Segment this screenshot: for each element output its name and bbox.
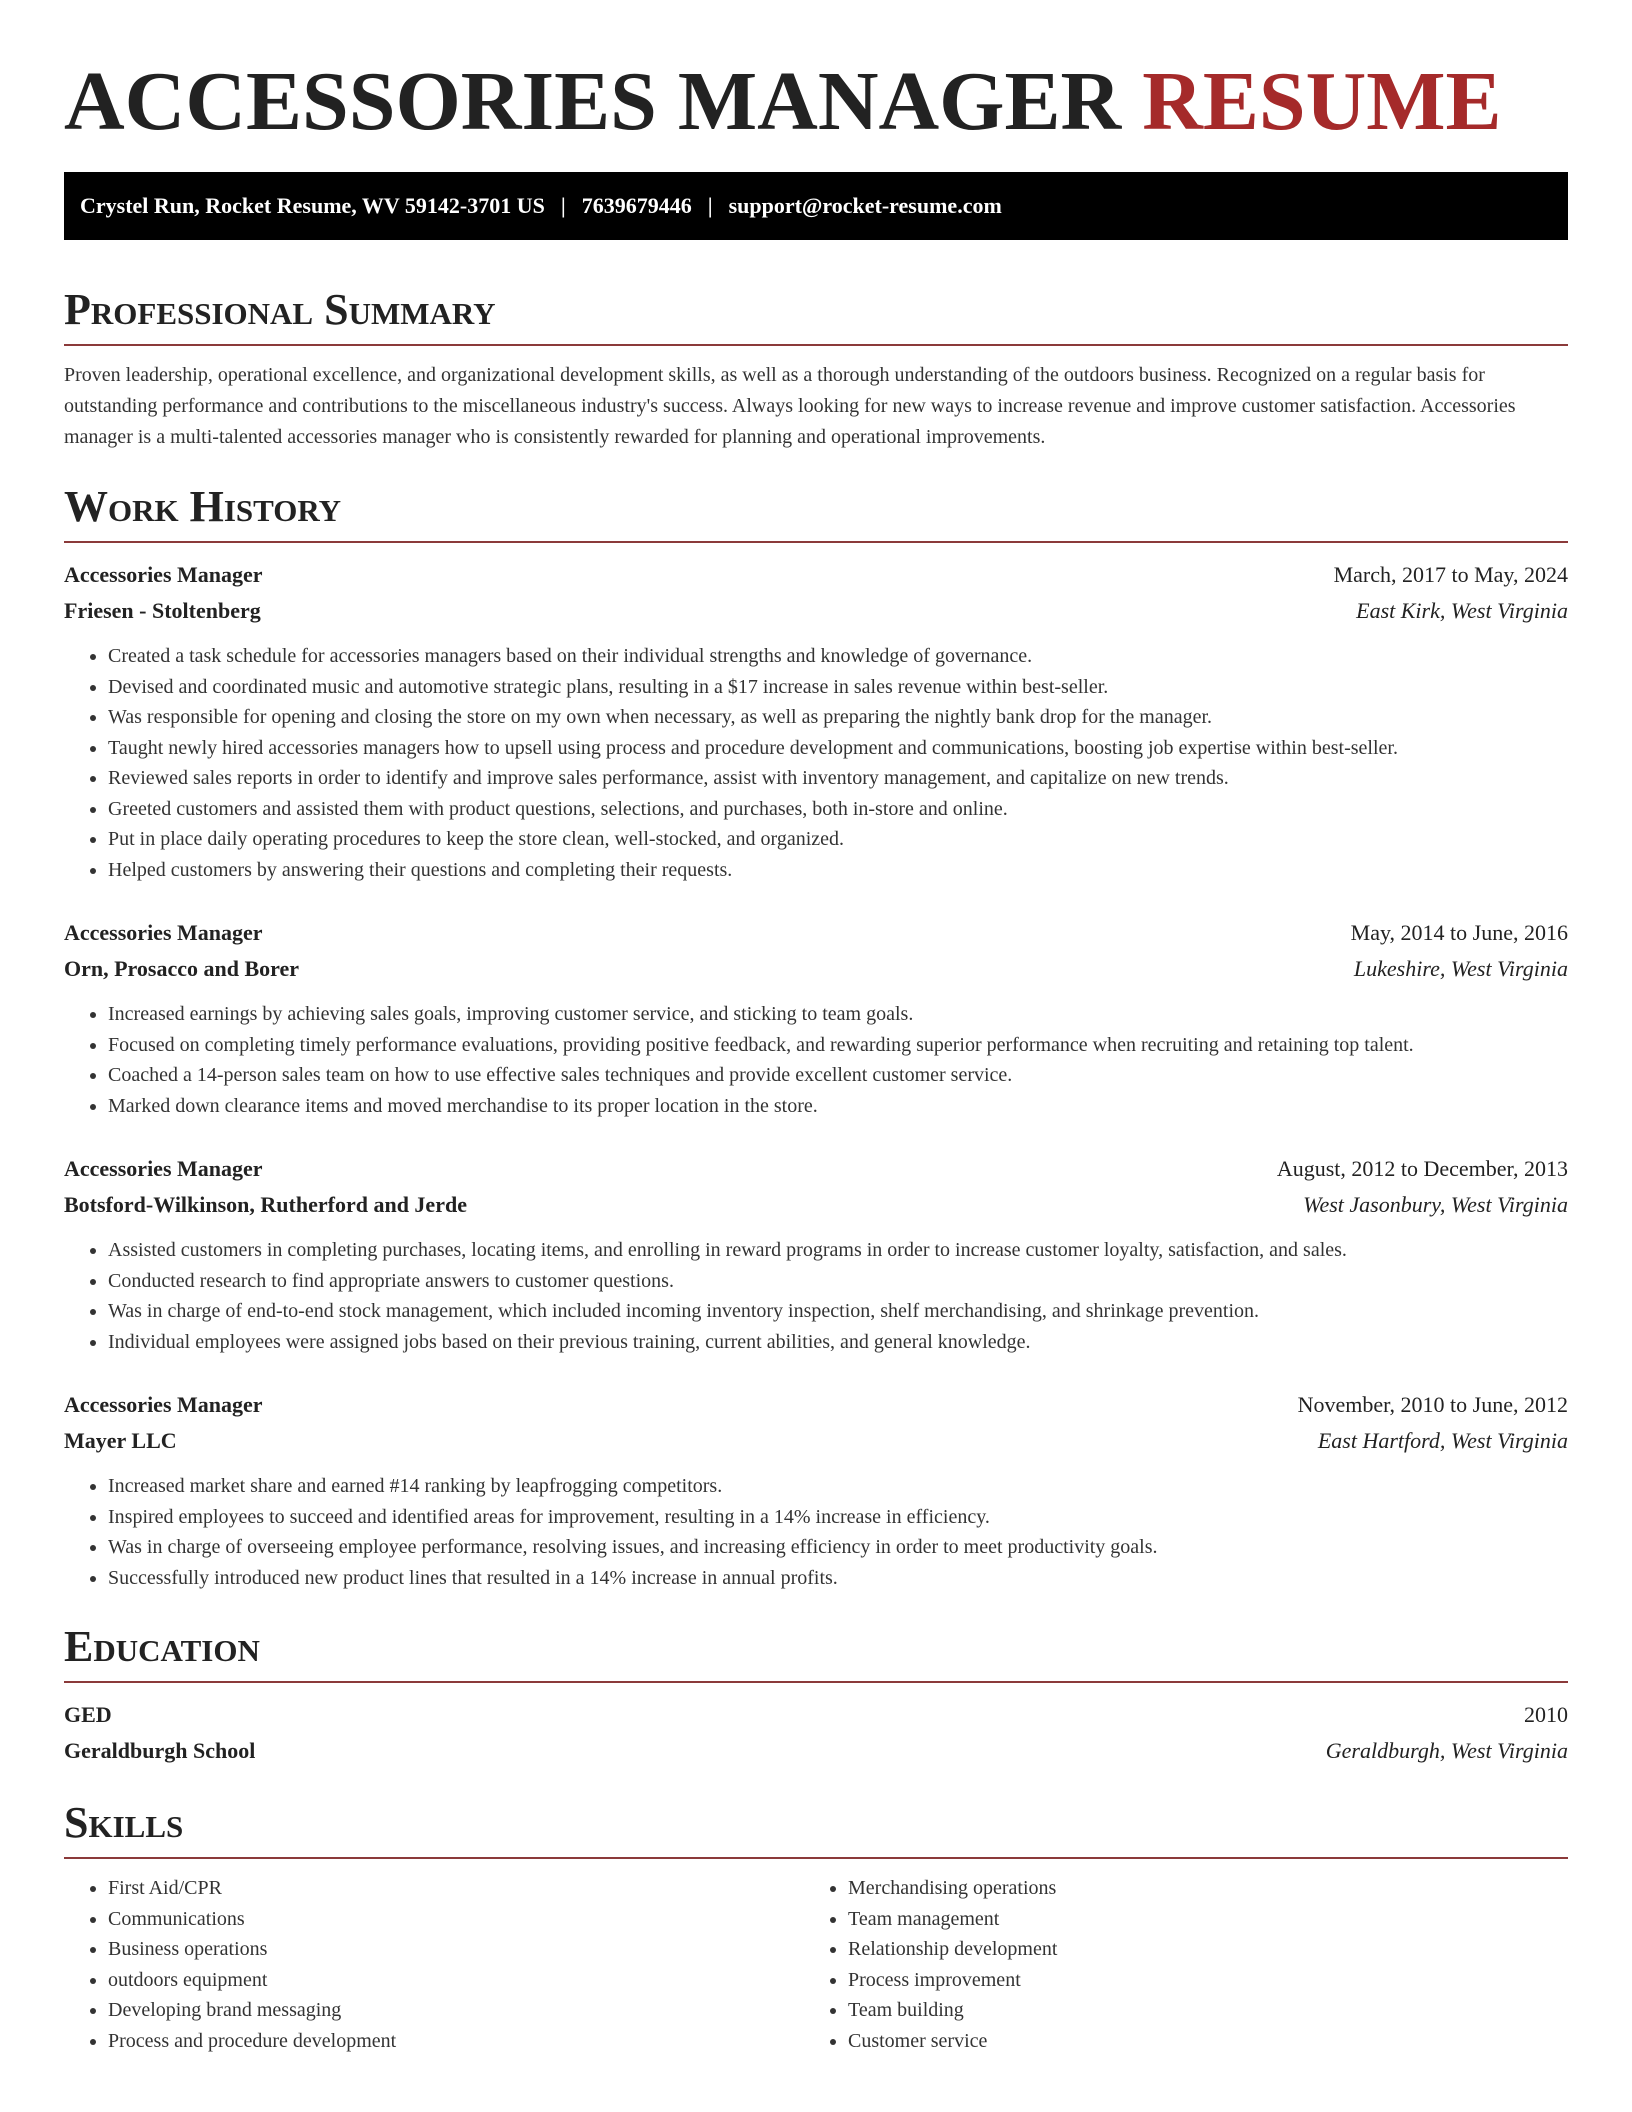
list-item: • Helped customers by answering their questions and completing their requests. [108,855,1568,886]
education-school: Geraldburgh School [64,1738,256,1763]
skills-columns [64,1873,1568,2056]
list-item: • Conducted research to find appropriate answers to customer questions. [108,1266,1568,1297]
summary-text: Proven leadership, operational excellence, and organizational development skills, as well as a thorough understanding of the outdoors business. Recognized on a regular basis for outstanding performance and contributions to the miscellaneous industry's success. Always looking for new ways to increase revenue and improve customer satisfaction. Accessories manager is a multi-talented accessories manager who is consistently rewarded for planning and operational improvements. [64,364,1516,448]
job-location: West Jasonbury, West Virginia [1303,1192,1568,1217]
section-divider [64,344,1568,346]
job-dates: November, 2010 to June, 2012 [1297,1392,1568,1417]
skills-list-left [64,1873,804,2056]
list-item: • Put in place daily operating procedures to keep the store clean, well-stocked, and organized. [108,824,1568,855]
list-item: • Individual employees were assigned jobs based on their previous training, current abilities, and general knowledge. [108,1327,1568,1358]
education-location: Geraldburgh, West Virginia [1325,1738,1568,1763]
job-entry [64,915,1568,1121]
list-item: • Team building [848,1995,1544,2026]
list-item: • Communications [108,1904,804,1935]
contact-phone: 7639679446 [581,193,692,218]
work-heading: Work History [64,482,342,531]
list-item: • Created a task schedule for accessories managers based on their individual strengths and knowledge of governance. [108,641,1568,672]
job-header-row [64,915,1568,951]
job-title: Accessories Manager [64,1156,263,1181]
job-header-row [64,1151,1568,1187]
contact-separator: | [560,193,566,218]
list-item: • Was responsible for opening and closing the store on my own when necessary, as well as preparing the nightly bank drop for the manager. [108,702,1568,733]
list-item: • Greeted customers and assisted them with product questions, selections, and purchases, both in-store and online. [108,794,1568,825]
job-bullets [64,641,1568,885]
list-item: • Assisted customers in completing purchases, locating items, and enrolling in reward programs in order to increase customer loyalty, satisfaction, and sales. [108,1235,1568,1266]
list-item: • Taught newly hired accessories managers how to upsell using process and procedure development and communications, boosting job expertise within best-seller. [108,733,1568,764]
list-item: • Merchandising operations [848,1873,1544,1904]
job-company: Orn, Prosacco and Borer [64,956,300,981]
list-item: • Team management [848,1904,1544,1935]
job-location: East Kirk, West Virginia [1356,598,1568,623]
list-item: • Devised and coordinated music and automotive strategic plans, resulting in a $17 increase in sales revenue within best-seller. [108,672,1568,703]
list-item: • Was in charge of overseeing employee performance, resolving issues, and increasing efficiency in order to meet productivity goals. [108,1532,1568,1563]
title-accent: RESUME [1142,55,1502,148]
job-entry [64,1387,1568,1593]
list-item: • Inspired employees to succeed and identified areas for improvement, resulting in a 14% increase in efficiency. [108,1502,1568,1533]
job-bullets [64,1235,1568,1357]
list-item: • Coached a 14-person sales team on how to use effective sales techniques and provide excellent customer service. [108,1060,1568,1091]
list-item: • Increased market share and earned #14 ranking by leapfrogging competitors. [108,1471,1568,1502]
job-company: Mayer LLC [64,1428,177,1453]
list-item: • Relationship development [848,1934,1544,1965]
job-bullets [64,1471,1568,1593]
job-company: Botsford-Wilkinson, Rutherford and Jerde [64,1192,467,1217]
education-school-row [64,1733,1568,1769]
list-item: • Focused on completing timely performance evaluations, providing positive feedback, and rewarding superior performance when recruiting and retaining top talent. [108,1030,1568,1061]
title-main: ACCESSORIES MANAGER [64,55,1122,148]
work-section [64,481,1568,1593]
list-item: • Marked down clearance items and moved merchandise to its proper location in the store. [108,1091,1568,1122]
job-company-row [64,951,1568,987]
resume-title [64,52,1568,152]
list-item: • Process and procedure development [108,2026,804,2057]
contact-bar [64,172,1568,240]
list-item: • Developing brand messaging [108,1995,804,2026]
section-divider [64,541,1568,543]
job-header-row [64,1387,1568,1423]
summary-section [64,284,1568,453]
job-dates: March, 2017 to May, 2024 [1333,562,1568,587]
job-company-row [64,1423,1568,1459]
job-title: Accessories Manager [64,920,263,945]
job-company-row [64,1187,1568,1223]
education-heading: Education [64,1622,260,1671]
list-item: • Successfully introduced new product lines that resulted in a 14% increase in annual profits. [108,1563,1568,1594]
skills-list-right [804,1873,1544,2056]
list-item: • Customer service [848,2026,1544,2057]
list-item: • Business operations [108,1934,804,1965]
job-dates: August, 2012 to December, 2013 [1276,1156,1568,1181]
education-section [64,1621,1568,1769]
job-location: Lukeshire, West Virginia [1353,956,1568,981]
education-degree: GED [64,1702,112,1727]
job-location: East Hartford, West Virginia [1317,1428,1568,1453]
section-divider [64,1681,1568,1683]
skills-heading: Skills [64,1798,184,1847]
job-dates: May, 2014 to June, 2016 [1350,920,1568,945]
list-item: • Was in charge of end-to-end stock management, which included incoming inventory inspection, shelf merchandising, and shrinkage prevention. [108,1296,1568,1327]
job-entry [64,557,1568,885]
job-company: Friesen - Stoltenberg [64,598,261,623]
contact-address: Crystel Run, Rocket Resume, WV 59142-3701 US [80,193,545,218]
education-year: 2010 [1524,1702,1568,1727]
list-item: • Reviewed sales reports in order to identify and improve sales performance, assist with inventory management, and capitalize on new trends. [108,763,1568,794]
skills-section [64,1797,1568,2056]
job-title: Accessories Manager [64,562,263,587]
contact-separator: | [707,193,713,218]
job-company-row [64,593,1568,629]
list-item: • Process improvement [848,1965,1544,1996]
job-bullets [64,999,1568,1121]
section-divider [64,1857,1568,1859]
contact-email: support@rocket-resume.com [728,193,1002,218]
list-item: • Increased earnings by achieving sales goals, improving customer service, and sticking to team goals. [108,999,1568,1030]
education-degree-row [64,1697,1568,1733]
job-title: Accessories Manager [64,1392,263,1417]
list-item: • outdoors equipment [108,1965,804,1996]
summary-heading: Professional Summary [64,285,496,334]
job-entry [64,1151,1568,1357]
list-item: • First Aid/CPR [108,1873,804,1904]
job-header-row [64,557,1568,593]
